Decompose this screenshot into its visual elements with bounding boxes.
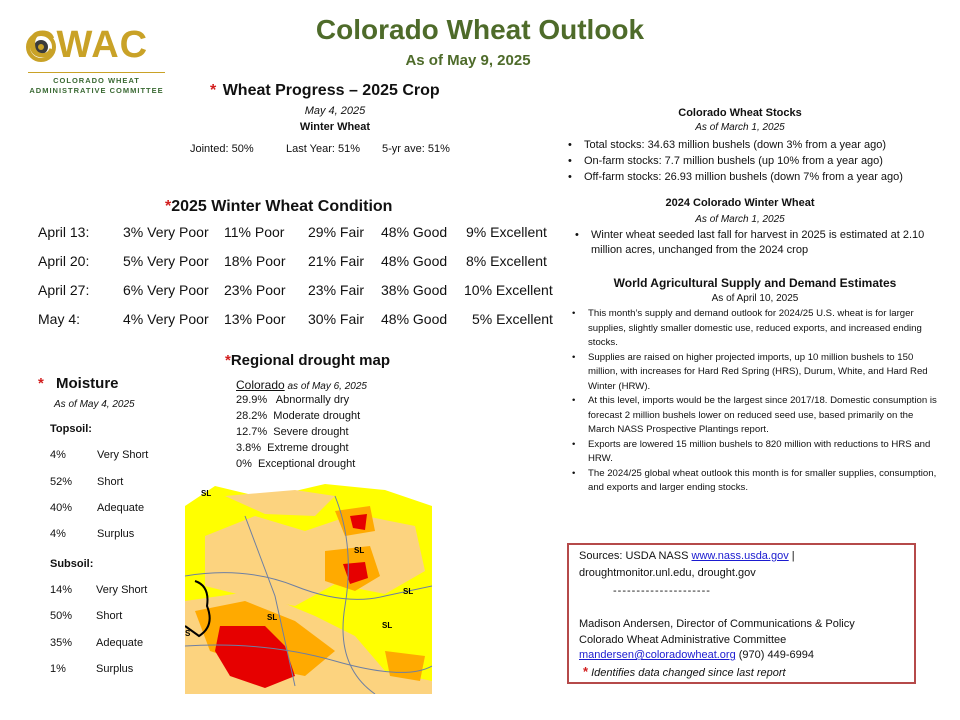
winter2024-title: 2024 Colorado Winter Wheat: [665, 197, 815, 209]
changed-star-icon: *: [165, 198, 172, 215]
sources-line-2: droughtmonitor.unl.edu, drought.gov: [579, 567, 756, 579]
nass-link[interactable]: www.nass.usda.gov: [691, 550, 789, 562]
page-title: Colorado Wheat Outlook: [315, 14, 645, 45]
contact-org: Colorado Wheat Administrative Committee: [579, 634, 787, 646]
condition-good: 48% Good: [381, 224, 448, 240]
topsoil-row-label: Very Short: [97, 449, 149, 461]
drought-item: 0% Exceptional drought: [236, 458, 356, 470]
sources-separator: |: [788, 550, 795, 562]
topsoil-row: [50, 528, 66, 540]
condition-fair: 23% Fair: [308, 282, 365, 298]
condition-date: April 20:: [38, 253, 90, 269]
condition-date: April 27:: [38, 282, 90, 298]
condition-fair: 29% Fair: [308, 224, 365, 240]
map-label: SL: [354, 546, 365, 555]
condition-excellent: 5% Excellent: [472, 311, 553, 327]
drought-map: [185, 476, 432, 694]
logo-line-2: ADMINISTRATIVE COMMITTEE: [29, 86, 164, 95]
drought-item: 12.7% Severe drought: [236, 426, 349, 438]
condition-excellent: 10% Excellent: [464, 282, 553, 298]
subsoil-row-label: Surplus: [96, 663, 134, 675]
changed-star-icon: *: [583, 664, 589, 679]
condition-poor: 18% Poor: [224, 253, 286, 269]
map-label: SL: [403, 587, 414, 596]
stocks-item: • On-farm stocks: 7.7 million bushels (up 10% from a year ago): [564, 153, 944, 169]
condition-date: April 13:: [38, 224, 90, 240]
topsoil-row-label: Short: [97, 476, 124, 488]
map-label: S: [185, 629, 191, 638]
moisture-pct: 4%: [50, 449, 66, 461]
condition-very-poor: 5% Very Poor: [123, 253, 209, 269]
progress-title: Wheat Progress – 2025 Crop: [222, 82, 440, 99]
sources-box: [567, 543, 916, 684]
wasde-item: • The 2024/25 global wheat outlook this month is for smaller supplies, consumption, and exports and larger ending stocks.: [568, 467, 940, 496]
condition-fair: 21% Fair: [308, 253, 365, 269]
wasde-item: • Supplies are raised on higher projected imports, up 10 million bushels to 150 million, with increases for Hard Red Spring (HRS), Durum, White, and Hard Red Winter (HRW).: [568, 351, 940, 395]
subsoil-row: [50, 637, 72, 649]
changed-star-icon: *: [225, 352, 231, 369]
condition-poor: 13% Poor: [224, 311, 286, 327]
contact-email-link[interactable]: mandersen@coloradowheat.org: [579, 649, 736, 661]
condition-very-poor: 4% Very Poor: [123, 311, 209, 327]
drought-title: Regional drought map: [230, 352, 391, 369]
moisture-title: Moisture: [56, 375, 119, 392]
subsoil-row-label: Very Short: [96, 584, 148, 596]
topsoil-row: [50, 449, 66, 461]
condition-heading: [165, 198, 392, 216]
contact-name: Madison Andersen, Director of Communications & Policy: [579, 618, 855, 630]
topsoil-row-label: Adequate: [97, 502, 145, 514]
wasde-date: As of April 10, 2025: [711, 293, 799, 304]
sources-divider: ---------------------: [613, 585, 711, 597]
drought-date: as of May 6, 2025: [284, 381, 367, 392]
stocks-item: • Off-farm stocks: 26.93 million bushels (down 7% from a year ago): [564, 169, 944, 185]
progress-jointed: Jointed: 50%: [190, 143, 254, 155]
moisture-date: As of May 4, 2025: [54, 399, 135, 410]
sources-prefix: Sources: USDA NASS: [579, 550, 692, 562]
moisture-pct: 52%: [50, 476, 73, 488]
contact-phone: (970) 449-6994: [735, 649, 814, 661]
progress-five-yr: 5-yr ave: 51%: [382, 143, 450, 155]
stocks-list: [564, 137, 944, 185]
condition-excellent: 8% Excellent: [466, 253, 547, 269]
moisture-pct: 1%: [50, 663, 66, 675]
subsoil-row-label: Short: [96, 610, 123, 622]
map-label: SL: [201, 489, 212, 498]
stocks-title: Colorado Wheat Stocks: [678, 107, 802, 119]
logo-word: CWAC: [28, 24, 149, 66]
condition-poor: 23% Poor: [224, 282, 286, 298]
map-label: SL: [267, 613, 278, 622]
condition-date: May 4:: [38, 311, 81, 327]
condition-title: 2025 Winter Wheat Condition: [171, 198, 393, 215]
subsoil-label: Subsoil:: [50, 558, 94, 570]
condition-very-poor: 3% Very Poor: [123, 224, 209, 240]
condition-good: 48% Good: [381, 253, 448, 269]
wasde-item: • Exports are lowered 15 million bushels to 820 million with reductions to HRS and HRW.: [568, 438, 940, 467]
moisture-pct: 50%: [50, 610, 73, 622]
moisture-section: [38, 375, 198, 695]
progress-date: May 4, 2025: [304, 105, 366, 117]
condition-poor: 11% Poor: [224, 224, 285, 240]
winter2024-list: [571, 228, 931, 258]
wasde-item: • At this level, imports would be the largest since 2017/18. Domestic consumption is forecast 2 million bushels lower on reduced seed use, based primarily on the March NASS Prospective Plantings report.: [568, 394, 940, 438]
winter2024-date: As of March 1, 2025: [695, 214, 785, 225]
wasde-list: [568, 307, 940, 496]
topsoil-label: Topsoil:: [50, 423, 92, 435]
drought-item: 3.8% Extreme drought: [236, 442, 349, 454]
wasde-item: • This month’s supply and demand outlook for 2024/25 U.S. wheat is for larger supplies, slightly smaller domestic use, reduced exports, and increased ending stocks.: [568, 307, 940, 351]
winter2024-item: • Winter wheat seeded last fall for harvest in 2025 is estimated at 2.10 million acres, unchanged from the 2024 crop: [571, 228, 931, 258]
moisture-pct: 35%: [50, 637, 73, 649]
drought-item: 29.9% Abnormally dry: [236, 394, 350, 406]
subsoil-row: [50, 663, 66, 675]
changed-star-icon: *: [38, 375, 44, 392]
drought-item: 28.2% Moderate drought: [236, 410, 361, 422]
condition-fair: 30% Fair: [308, 311, 365, 327]
progress-last-year: Last Year: 51%: [286, 143, 361, 155]
moisture-pct: 40%: [50, 502, 73, 514]
topsoil-row-label: Surplus: [97, 528, 135, 540]
moisture-pct: 4%: [50, 528, 66, 540]
stocks-item: • Total stocks: 34.63 million bushels (down 3% from a year ago): [564, 137, 944, 153]
condition-good: 48% Good: [381, 311, 448, 327]
cwac-logo: [24, 24, 169, 96]
map-label: SL: [382, 621, 393, 630]
wasde-title: World Agricultural Supply and Demand Estimates: [613, 276, 897, 290]
drought-region: Colorado: [236, 378, 285, 392]
page-subtitle: As of May 9, 2025: [405, 52, 531, 69]
subsoil-row: [50, 610, 72, 622]
progress-subtitle: Winter Wheat: [299, 121, 371, 133]
logo-line-1: COLORADO WHEAT: [53, 76, 140, 85]
moisture-pct: 14%: [50, 584, 73, 596]
topsoil-row: [50, 502, 72, 514]
condition-very-poor: 6% Very Poor: [123, 282, 209, 298]
changed-star-icon: *: [210, 82, 217, 99]
condition-good: 38% Good: [381, 282, 448, 298]
condition-excellent: 9% Excellent: [466, 224, 547, 240]
stocks-date: As of March 1, 2025: [695, 122, 785, 133]
topsoil-row: [50, 476, 72, 488]
subsoil-row: [50, 584, 72, 596]
legend-note: Identifies data changed since last report: [591, 667, 786, 679]
subsoil-row-label: Adequate: [96, 637, 144, 649]
